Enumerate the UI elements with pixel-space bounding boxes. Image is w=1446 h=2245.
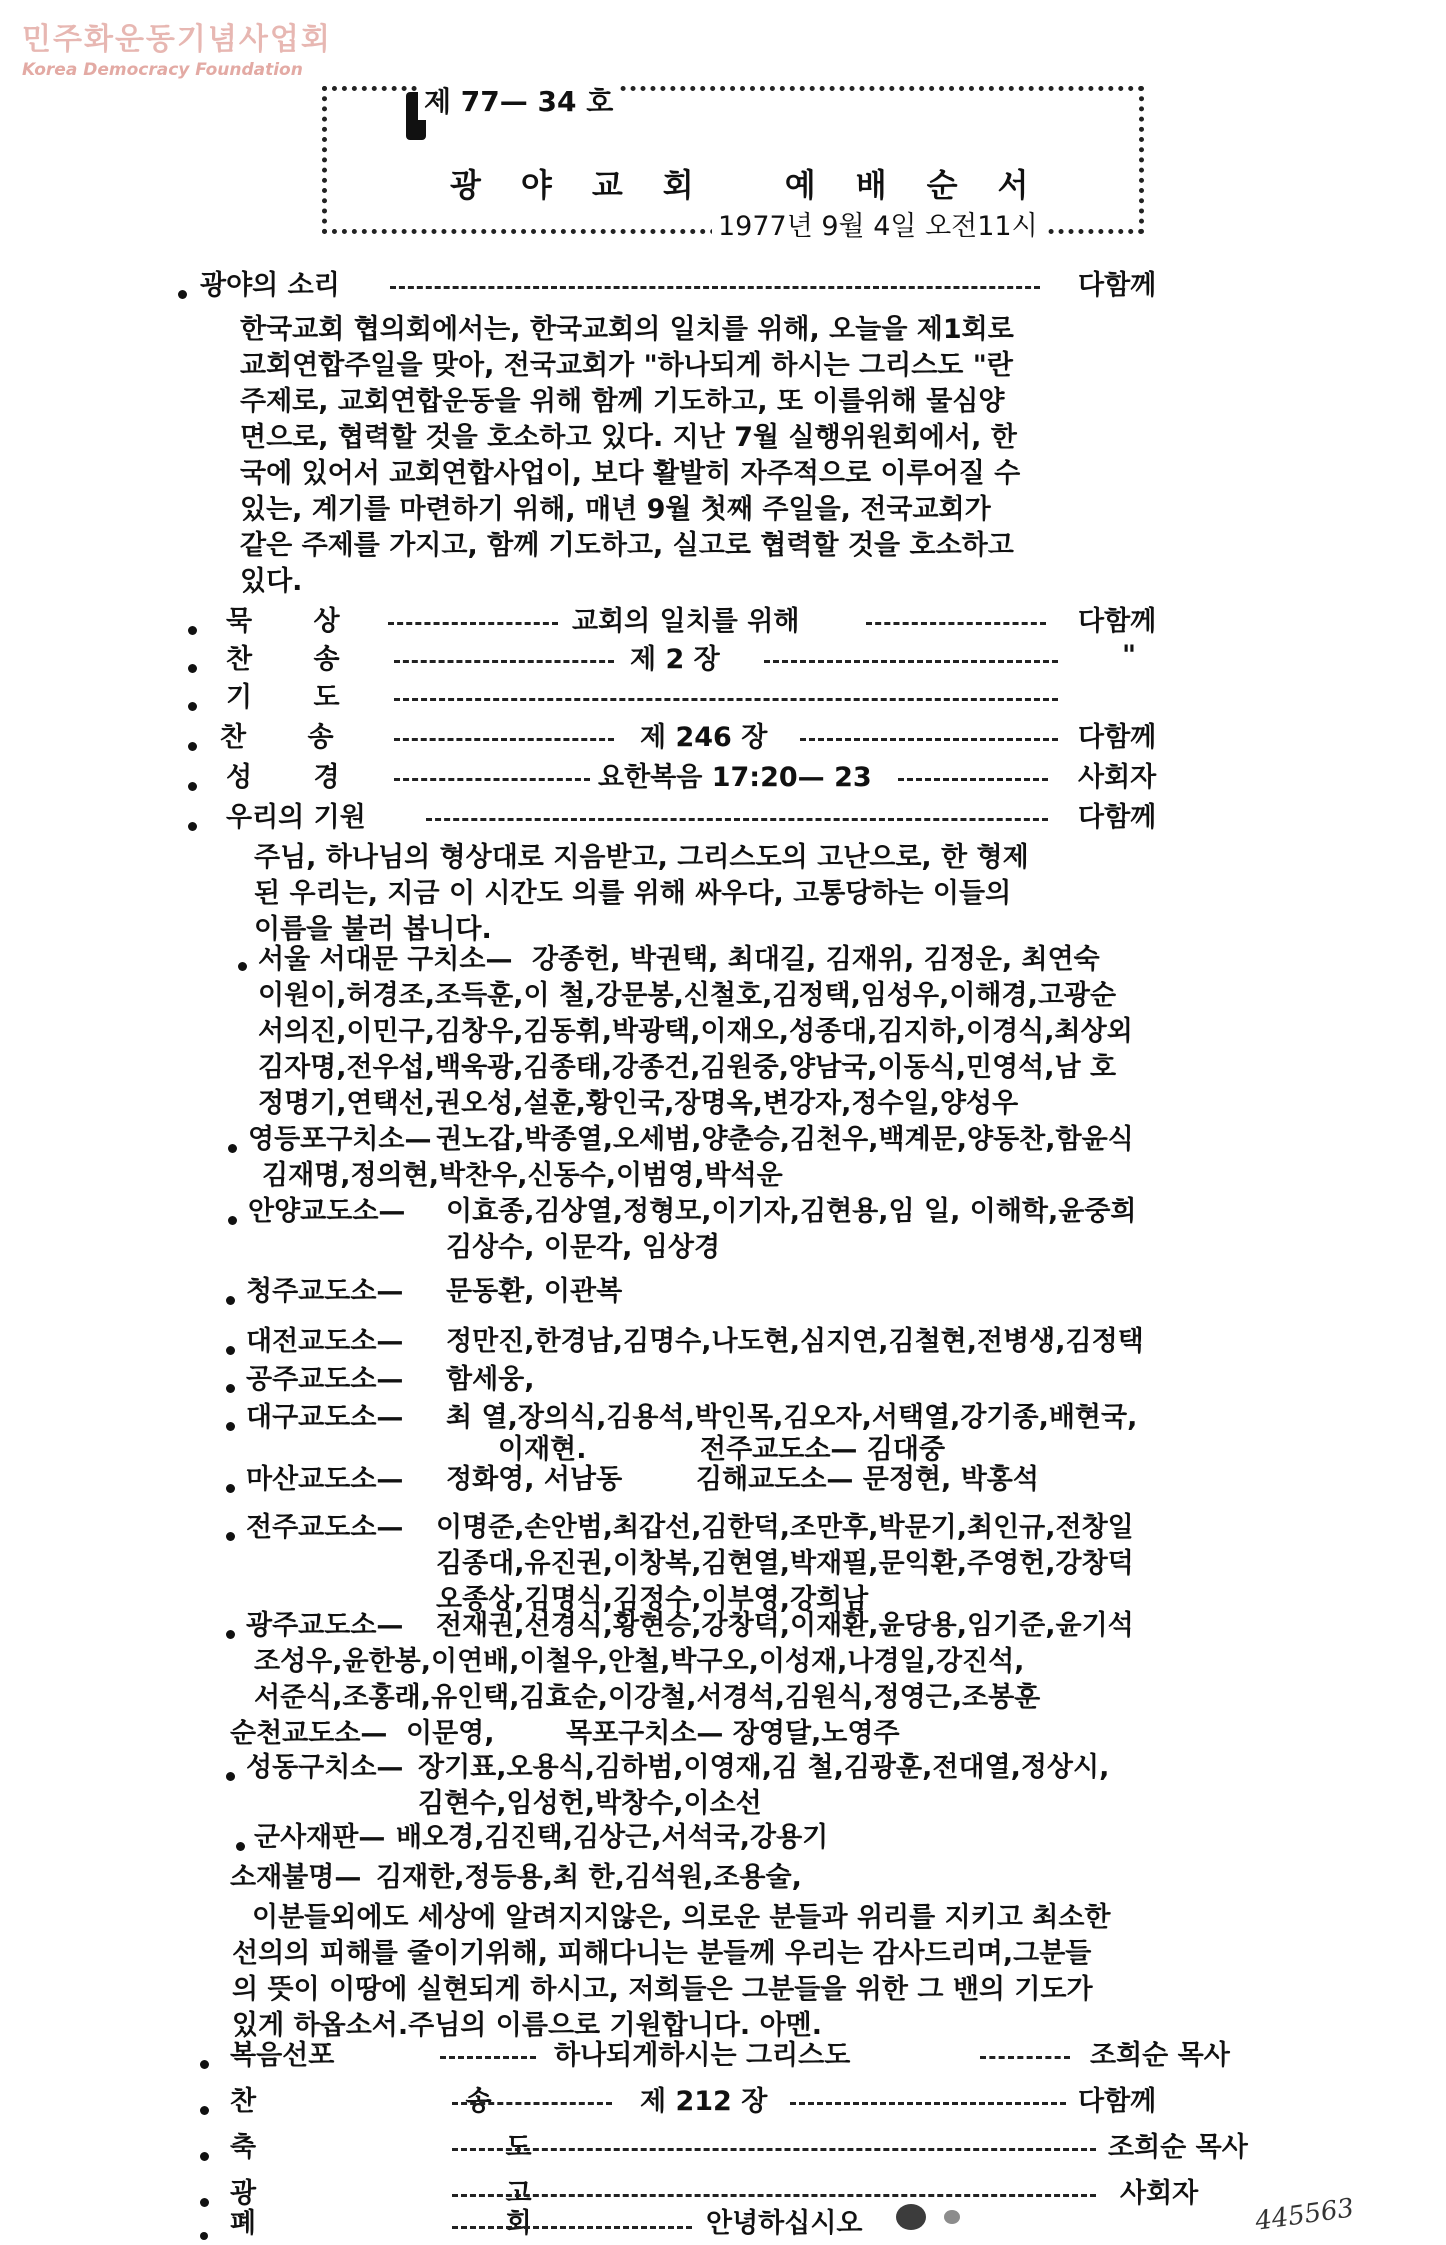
- leader-line: [390, 286, 1040, 289]
- prisoner-names: 이재현.: [498, 1434, 587, 1465]
- prisoner-names: 권노갑,박종열,오세범,양춘승,김천우,백계문,양동찬,함윤식: [436, 1124, 1134, 1155]
- intro-line: 국에 있어서 교회연합사업이, 보다 활발히 자주적으로 이루어질 수: [240, 458, 1021, 489]
- prison-name: 대전교도소—: [246, 1326, 404, 1357]
- prison-name: 영등포구치소—: [248, 1124, 432, 1155]
- leader-line: [394, 660, 614, 663]
- prisoner-names: 장기표,오용식,김하범,이영재,김 철,김광훈,전대열,정상시,: [418, 1752, 1110, 1783]
- prison-name: 대구교도소—: [246, 1402, 404, 1433]
- ink-smudge: [944, 2210, 960, 2224]
- bullet: [178, 290, 187, 299]
- order-label: 복음선포: [230, 2040, 335, 2071]
- prisoner-names: 김재한,정등용,최 한,김석원,조용술,: [376, 1862, 802, 1893]
- prisoner-names: 김종대,유진권,이창복,김현열,박재필,문익환,주영헌,강창덕: [436, 1548, 1134, 1579]
- prisoner-names: 전재권,선경식,황현승,강창덕,이재환,윤당용,임기준,윤기석: [436, 1610, 1134, 1641]
- bullet: [188, 782, 197, 791]
- order-leader: 사회자: [1078, 762, 1157, 793]
- order-leader: 다함께: [1078, 722, 1157, 753]
- prison-name: 공주교도소—: [246, 1364, 404, 1395]
- closing-prayer-line: 있게 하옵소서.주님의 이름으로 기원합니다. 아멘.: [232, 2010, 823, 2041]
- ink-smudge: [896, 2204, 926, 2230]
- prison-name: 소재불명—: [230, 1862, 362, 1893]
- issue-number: 제 77— 34 호: [418, 80, 619, 120]
- bullet: [238, 962, 247, 971]
- leader-line: [394, 778, 590, 781]
- bullet: [228, 1144, 237, 1153]
- bullet: [188, 626, 197, 635]
- prison-note: 김해교도소— 문정현, 박홍석: [696, 1464, 1039, 1495]
- bullet: [200, 2106, 209, 2115]
- order-label: 광 고: [230, 2178, 652, 2209]
- foundation-logo-korean: 민주화운동기념사업회: [22, 22, 332, 57]
- section-right: 다함께: [1078, 270, 1157, 301]
- document-title: 광야교회 예배순서: [450, 166, 1069, 204]
- prisoner-names: 정만진,한경남,김명수,나도현,심지연,김철현,전병생,김정택: [446, 1326, 1144, 1357]
- bullet: [200, 2198, 209, 2207]
- intro-line: 있는, 계기를 마련하기 위해, 매년 9월 첫째 주일을, 전국교회가: [240, 494, 991, 525]
- order-item: 안녕하십시오: [706, 2208, 863, 2239]
- prisoner-names: 조성우,윤한봉,이연배,이철우,안철,박구오,이성재,나경일,강진석,: [254, 1646, 1025, 1677]
- prisoner-names: 이효종,김상열,정형모,이기자,김현용,임 일, 이해학,윤중희: [446, 1196, 1137, 1227]
- order-leader: 조희순 목사: [1108, 2132, 1248, 2163]
- bullet: [228, 1216, 237, 1225]
- order-leader: 다함께: [1078, 606, 1157, 637]
- prisoner-names: 김재명,정의현,박찬우,신동수,이범영,박석운: [262, 1160, 783, 1191]
- order-item: 교회의 일치를 위해: [572, 606, 800, 637]
- order-item: 제 246 장: [640, 722, 768, 753]
- prison-name: 전주교도소—: [246, 1512, 404, 1543]
- prayer-line: 주님, 하나님의 형상대로 지음받고, 그리스도의 고난으로, 한 형제: [254, 842, 1029, 873]
- order-item: 제 2 장: [630, 644, 720, 675]
- prisoner-names: 강종헌, 박권택, 최대길, 김재위, 김정운, 최연숙: [532, 944, 1100, 975]
- bullet: [226, 1484, 235, 1493]
- order-leader: 다함께: [1078, 802, 1157, 833]
- leader-line: [388, 622, 558, 625]
- prison-name: 군사재판—: [254, 1822, 386, 1853]
- order-label: 폐 회: [230, 2208, 652, 2239]
- prisoner-names: 이원이,허경조,조득훈,이 철,강문봉,신철호,김정택,임성우,이해경,고광순: [258, 980, 1117, 1011]
- bullet: [226, 1346, 235, 1355]
- order-leader: 다함께: [1078, 2086, 1157, 2117]
- section-label: 광야의 소리: [200, 270, 340, 301]
- order-leader: 조희순 목사: [1090, 2040, 1230, 2071]
- bullet: [200, 2232, 208, 2240]
- prisoner-names: 오종상,김명식,김정수,이부영,강희남: [436, 1584, 869, 1615]
- order-label: 축 도: [230, 2132, 652, 2163]
- leader-line: [440, 2056, 536, 2059]
- order-label: 찬 송: [230, 2086, 592, 2117]
- bullet: [188, 822, 197, 831]
- order-item: 요한복음 17:20— 23: [598, 762, 872, 793]
- leader-line: [394, 738, 614, 741]
- prisoner-names: 함세웅,: [446, 1364, 535, 1395]
- leader-line: [452, 2148, 1096, 2151]
- order-leader: 사회자: [1120, 2178, 1199, 2209]
- leader-line: [980, 2056, 1070, 2059]
- order-label: 찬 송: [226, 644, 366, 675]
- bullet: [226, 1384, 235, 1393]
- prayer-line: 이름을 불러 봅니다.: [254, 914, 492, 945]
- bullet: [226, 1630, 235, 1639]
- bullet: [188, 664, 197, 673]
- bullet: [200, 2152, 209, 2161]
- order-label: 묵 상: [226, 606, 366, 637]
- prisoner-names: 문동환, 이관복: [446, 1276, 623, 1307]
- leader-line: [452, 2102, 612, 2105]
- bullet: [226, 1296, 235, 1305]
- order-item: 제 212 장: [640, 2086, 768, 2117]
- bullet: [236, 1842, 245, 1851]
- service-date: 1977년 9월 4일 오전11시: [712, 204, 1044, 243]
- prison-name: 마산교도소—: [246, 1464, 404, 1495]
- prison-name: 성동구치소—: [246, 1752, 404, 1783]
- leader-line: [452, 2226, 692, 2229]
- prison-name: 청주교도소—: [246, 1276, 404, 1307]
- prison-name: 광주교도소—: [246, 1610, 404, 1641]
- prison-note: 목포구치소— 장영달,노영주: [566, 1718, 900, 1749]
- intro-line: 있다.: [240, 566, 303, 597]
- prison-name: 서울 서대문 구치소—: [258, 944, 513, 975]
- bullet: [226, 1772, 235, 1781]
- prisoner-names: 서준식,조홍래,유인택,김효순,이강철,서경석,김원식,정영근,조봉훈: [254, 1682, 1041, 1713]
- intro-line: 면으로, 협력할 것을 호소하고 있다. 지난 7월 실행위원회에서, 한: [240, 422, 1017, 453]
- closing-prayer-line: 선의의 피해를 줄이기위해, 피해다니는 분들께 우리는 감사드리며,그분들: [232, 1938, 1092, 1969]
- prisoner-names: 김현수,임성헌,박창수,이소선: [418, 1788, 762, 1819]
- prisoner-names: 정화영, 서남동: [446, 1464, 623, 1495]
- prisoner-names: 이문영,: [406, 1718, 495, 1749]
- leader-line: [790, 2102, 1066, 2105]
- prisoner-names: 정명기,연택선,권오성,설훈,황인국,장명옥,변강자,정수일,양성우: [258, 1088, 1019, 1119]
- bullet: [226, 1532, 235, 1541]
- intro-line: 한국교회 협의회에서는, 한국교회의 일치를 위해, 오늘을 제1회로: [240, 314, 1014, 345]
- intro-line: 같은 주제를 가지고, 함께 기도하고, 실고로 협력할 것을 호소하고: [240, 530, 1014, 561]
- foundation-logo-english: Korea Democracy Foundation: [22, 60, 303, 80]
- leader-line: [764, 660, 1058, 663]
- bullet: [200, 2060, 209, 2069]
- prison-name: 순천교도소—: [230, 1718, 388, 1749]
- prison-note: 전주교도소— 김대중: [700, 1434, 946, 1465]
- prisoner-names: 배오경,김진택,김상근,서석국,강용기: [396, 1822, 829, 1853]
- archive-number: 445563: [1253, 2193, 1356, 2237]
- bullet: [188, 742, 197, 751]
- leader-line: [426, 818, 1048, 821]
- prisoner-names: 김상수, 이문각, 임상경: [446, 1232, 721, 1263]
- order-leader: ": [1122, 640, 1137, 671]
- leader-line: [866, 622, 1046, 625]
- prayer-line: 된 우리는, 지금 이 시간도 의를 위해 싸우다, 고통당하는 이들의: [254, 878, 1012, 909]
- prisoner-names: 김자명,전우섭,백욱광,김종태,강종건,김원중,양남국,이동식,민영석,남 호: [258, 1052, 1117, 1083]
- leader-line: [800, 738, 1058, 741]
- intro-line: 교회연합주일을 맞아, 전국교회가 "하나되게 하시는 그리스도 "란: [240, 350, 1013, 381]
- bullet: [226, 1422, 235, 1431]
- leader-line: [452, 2194, 1096, 2197]
- prisoner-names: 이명준,손안범,최갑선,김한덕,조만후,박문기,최인규,전창일: [436, 1512, 1134, 1543]
- leader-line: [394, 698, 1058, 701]
- prison-name: 안양교도소—: [248, 1196, 406, 1227]
- order-item: 하나되게하시는 그리스도: [554, 2040, 851, 2071]
- bullet: [188, 702, 197, 711]
- closing-prayer-line: 이분들외에도 세상에 알려지지않은, 의로운 분들과 위리를 지키고 최소한: [252, 1902, 1111, 1933]
- order-label: 기 도: [226, 682, 366, 713]
- leader-line: [898, 778, 1048, 781]
- prisoner-names: 서의진,이민구,김창우,김동휘,박광택,이재오,성종대,김지하,이경식,최상외: [258, 1016, 1133, 1047]
- intro-line: 주제로, 교회연합운동을 위해 함께 기도하고, 또 이를위해 물심양: [240, 386, 1005, 417]
- order-label: 성 경: [226, 762, 366, 793]
- order-label: 찬 송: [220, 722, 360, 753]
- order-label: 우리의 기원: [226, 802, 366, 833]
- closing-prayer-line: 의 뜻이 이땅에 실현되게 하시고, 저희들은 그분들을 위한 그 밴의 기도가: [232, 1974, 1093, 2005]
- prisoner-names: 최 열,장의식,김용석,박인목,김오자,서택열,강기종,배현국,: [446, 1402, 1138, 1433]
